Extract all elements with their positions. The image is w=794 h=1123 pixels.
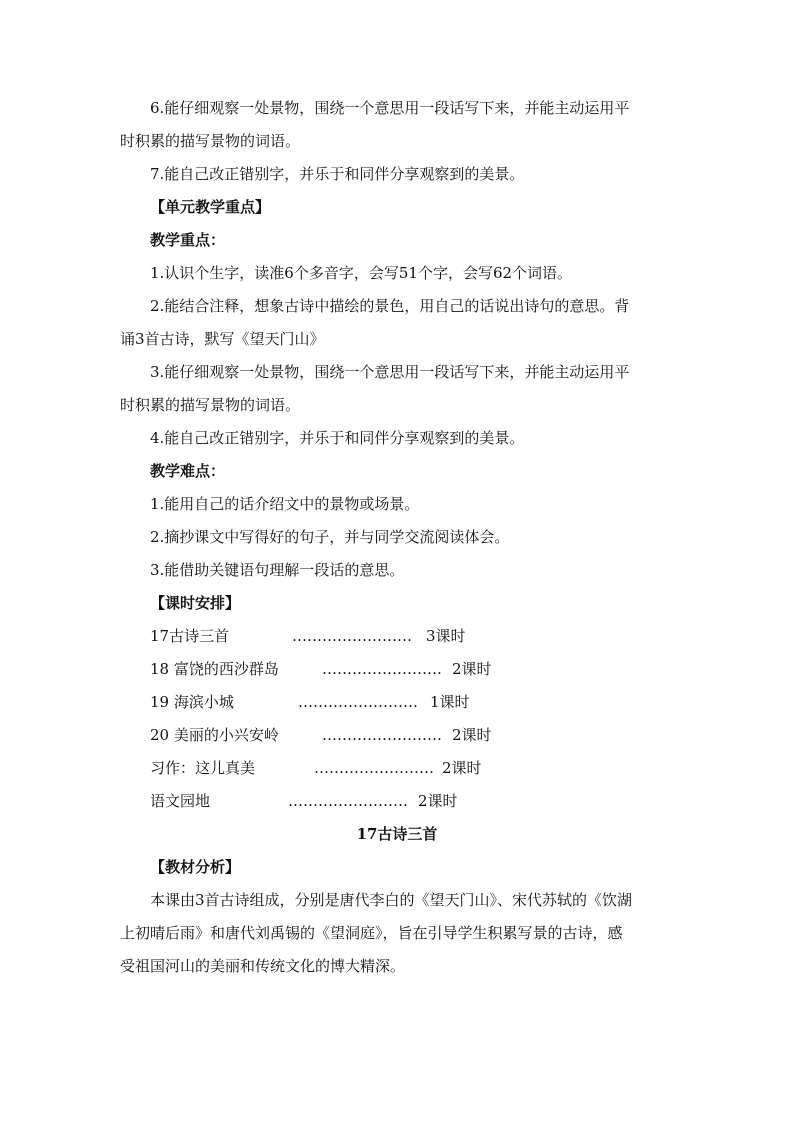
analysis-line-3: 受祖国河山的美丽和传统文化的博大精深。 xyxy=(120,957,406,975)
focus-item-2-line-1: 2.能结合注释，想象古诗中描绘的景色，用自己的话说出诗句的意思。背 xyxy=(150,297,630,315)
schedule-row xyxy=(150,626,510,646)
schedule-row-leader: …………………… xyxy=(298,693,418,711)
focus-item-1: 1.认识个生字，读准6个多音字，会写51个字，会写62个词语。 xyxy=(150,264,573,282)
schedule-row-name: 17古诗三首 xyxy=(150,627,230,645)
material-analysis-heading: 【教材分析】 xyxy=(150,858,241,876)
key-points-section-heading: 【单元教学重点】 xyxy=(150,198,271,216)
difficulty-item-1: 1.能用自己的话介绍文中的景物或场景。 xyxy=(150,495,420,513)
goal-6-line-1: 6.能仔细观察一处景物，围绕一个意思用一段话写下来，并能主动运用平 xyxy=(150,99,630,117)
schedule-row-leader: …………………… xyxy=(292,627,412,645)
teaching-focus-heading: 教学重点： xyxy=(150,231,226,249)
schedule-row xyxy=(150,659,510,679)
schedule-row-hours: 2课时 xyxy=(452,726,492,744)
schedule-row-leader: …………………… xyxy=(322,726,442,744)
schedule-row-leader: …………………… xyxy=(288,792,408,810)
schedule-row-hours: 2课时 xyxy=(452,660,492,678)
schedule-row-hours: 2课时 xyxy=(442,759,482,777)
schedule-row-name: 语文园地 xyxy=(150,792,211,810)
schedule-row-leader: …………………… xyxy=(322,660,442,678)
schedule-row-hours: 3课时 xyxy=(426,627,466,645)
lesson-title: 17古诗三首 xyxy=(356,825,438,843)
schedule-row-hours: 2课时 xyxy=(418,792,458,810)
schedule-row xyxy=(150,758,510,778)
schedule-row-name: 18 富饶的西沙群岛 xyxy=(150,660,279,678)
schedule-row-name: 20 美丽的小兴安岭 xyxy=(150,726,279,744)
teaching-difficulties-heading: 教学难点： xyxy=(150,462,226,480)
schedule-row-hours: 1课时 xyxy=(430,693,470,711)
focus-item-3-line-2: 时积累的描写景物的词语。 xyxy=(120,396,301,414)
schedule-row xyxy=(150,725,510,745)
goal-6-line-2: 时积累的描写景物的词语。 xyxy=(120,132,301,150)
difficulty-item-2: 2.摘抄课文中写得好的句子，并与同学交流阅读体会。 xyxy=(150,528,510,546)
analysis-line-1: 本课由3首古诗组成，分别是唐代李白的《望天门山》、宋代苏轼的《饮湖 xyxy=(150,891,633,909)
focus-item-2-line-2: 诵3首古诗，默写《望天门山》 xyxy=(120,330,325,348)
focus-item-4: 4.能自己改正错别字，并乐于和同伴分享观察到的美景。 xyxy=(150,429,525,447)
difficulty-item-3: 3.能借助关键语句理解一段话的意思。 xyxy=(150,561,405,579)
schedule-row-leader: …………………… xyxy=(314,759,434,777)
analysis-line-2: 上初晴后雨》和唐代刘禹锡的《望洞庭》，旨在引导学生积累写景的古诗，感 xyxy=(120,924,623,942)
schedule-row-name: 19 海滨小城 xyxy=(150,693,234,711)
focus-item-3-line-1: 3.能仔细观察一处景物，围绕一个意思用一段话写下来，并能主动运用平 xyxy=(150,363,630,381)
schedule-row-name: 习作：这儿真美 xyxy=(150,759,256,777)
goal-7: 7.能自己改正错别字，并乐于和同伴分享观察到的美景。 xyxy=(150,165,525,183)
schedule-row xyxy=(150,692,510,712)
schedule-heading: 【课时安排】 xyxy=(150,594,241,612)
schedule-row xyxy=(150,791,510,811)
